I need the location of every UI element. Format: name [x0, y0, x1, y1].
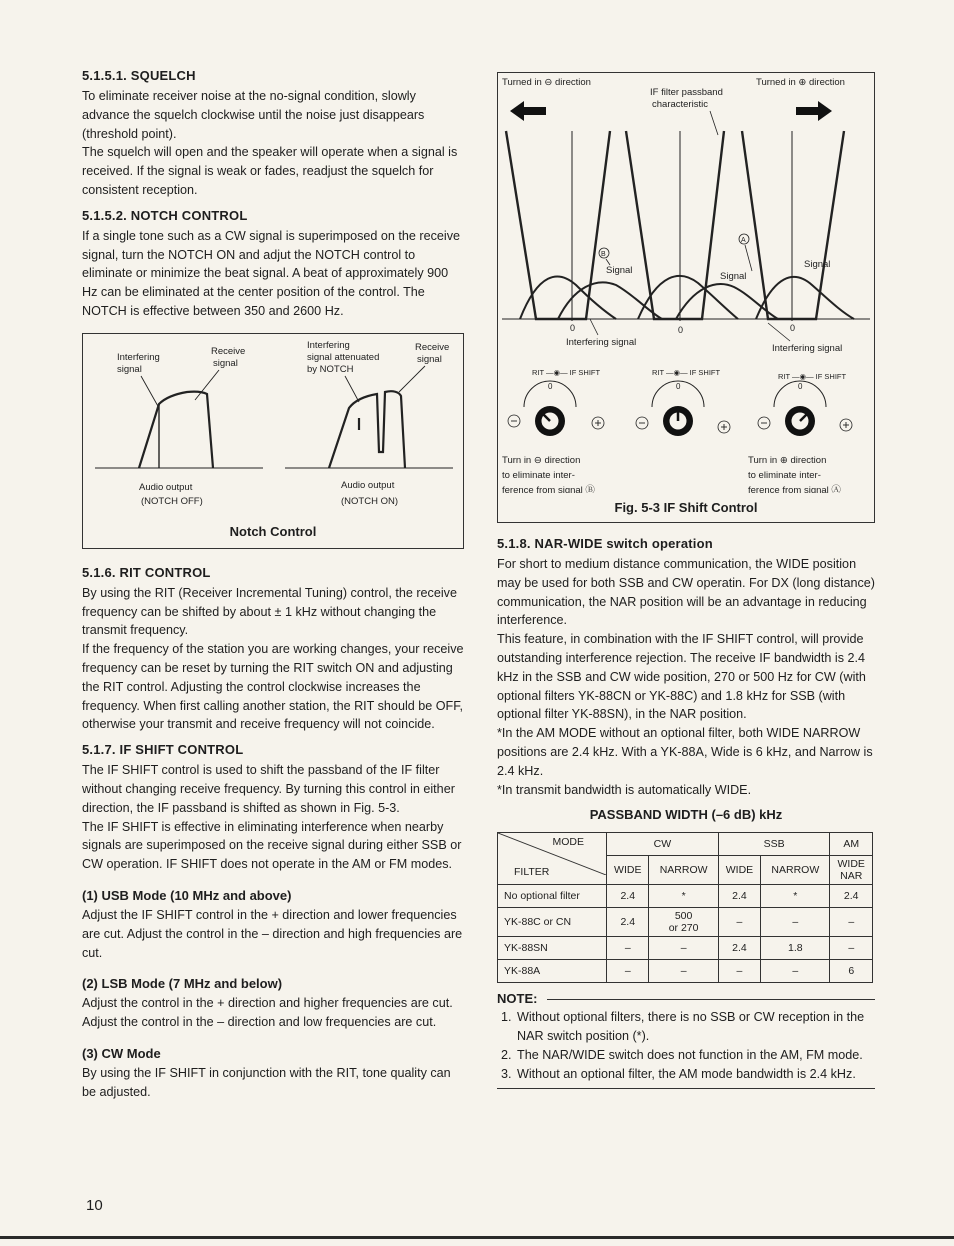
rit-section [82, 563, 464, 734]
notch-interfering-label-1: Interfering [117, 351, 160, 363]
knob-right [758, 381, 852, 436]
knob-label-2: RIT —◉— IF SHIFT [652, 368, 721, 377]
table-row: YK-88C or CN 2.4 500 or 270 – – – [498, 908, 873, 937]
turn-minus-line-3: ference from signal Ⓑ [502, 485, 595, 493]
notch-audio-off-label-2: (NOTCH OFF) [141, 495, 203, 507]
table-ssb-header: SSB [718, 833, 830, 856]
cw-mode-heading: (3) CW Mode [82, 1045, 161, 1061]
table-ssb-wide: WIDE [718, 856, 760, 885]
zero-label-2: 0 [678, 325, 684, 335]
notch-attenuated-label-1: Interfering [307, 339, 350, 351]
zero-label-1: 0 [570, 323, 576, 333]
if-shift-paragraph-2: The IF SHIFT is effective in eliminating interference when nearby signals are superimposed on the receive signal during either SSB or CW operation. IF SHIFT does not operate in the AM or FM modes. [82, 819, 462, 872]
if-shift-diagram [498, 73, 874, 493]
zero-label-3: 0 [790, 323, 796, 333]
cw-mode-text: By using the IF SHIFT in conjunction with the RIT, tone quality can be adjusted. [82, 1065, 451, 1099]
knob-left [508, 381, 604, 436]
right-column [497, 534, 875, 1089]
page-bottom-rule [0, 1236, 954, 1239]
notch-diagram [83, 334, 463, 524]
lsb-mode-heading: (2) LSB Mode (7 MHz and below) [82, 976, 283, 992]
table-am-sub: WIDE NAR [830, 856, 873, 885]
knob-center [636, 381, 730, 436]
signal-mid-label: Signal [720, 271, 747, 282]
squelch-paragraph-1: To eliminate receiver noise at the no-signal condition, slowly advance the squelch clockwise until the noise just disappears (threshold point). [82, 89, 425, 141]
turned-plus-label: Turned in ⊕ direction [756, 77, 845, 88]
if-shift-section [82, 740, 464, 1101]
lsb-mode-text: Adjust the control in the + direction and higher frequencies are cut. Adjust the control in the – direction and low frequencies are cut. [82, 996, 453, 1030]
rit-heading: 5.1.6. RIT CONTROL [82, 564, 211, 580]
right-arrow-icon [796, 101, 832, 121]
signal-right-label: Signal [804, 259, 831, 270]
table-am-header: AM [830, 833, 873, 856]
turned-minus-label: Turned in ⊖ direction [502, 77, 591, 88]
note-heading: NOTE: [497, 991, 538, 1007]
knob-left-zero: 0 [548, 382, 553, 391]
if-shift-figure [497, 72, 875, 523]
rit-paragraph-1: By using the RIT (Receiver Incremental Tuning) control, the receive frequency can be shifted by about ± 1 kHz without changing the transmit frequency. [82, 585, 457, 638]
turn-minus-line-1: Turn in ⊖ direction [502, 455, 581, 466]
note-item: 2. The NAR/WIDE switch does not function in the AM, FM mode. [515, 1046, 875, 1065]
signal-b-label: Signal [606, 265, 633, 276]
notch-audio-on-label-2: (NOTCH ON) [341, 495, 398, 507]
nar-wide-paragraph-4: *In transmit bandwidth is automatically WIDE. [497, 782, 752, 797]
note-item: 3. Without an optional filter, the AM mode bandwidth is 2.4 kHz. [515, 1065, 875, 1084]
table-row: YK-88A – – – – 6 [498, 960, 873, 983]
turn-minus-line-2: to eliminate inter- [502, 470, 575, 481]
notch-receive-label-b1: Receive [415, 341, 450, 353]
usb-mode-heading: (1) USB Mode (10 MHz and above) [82, 887, 292, 903]
passband-table [497, 832, 873, 983]
table-mode-label: MODE [552, 836, 584, 849]
rit-paragraph-2: If the frequency of the station you are working changes, your receive frequency can be reset by turning the RIT switch ON and adjusting the RIT control. Adjusting the control clockwise increases the frequency. When first calling another station, the RIT should be OFF, otherwise your transmit and receive frequency will not coincide. [82, 642, 464, 732]
notch-section [82, 206, 464, 321]
if-shift-paragraph-1: The IF SHIFT control is used to shift the passband of the IF filter without changing receive frequency. By turning this control in either direction, the IF passband is shifted as shown in Fig. 5-3. [82, 763, 455, 815]
table-filter-label: FILTER [514, 866, 550, 879]
table-cw-wide: WIDE [607, 856, 649, 885]
notch-figure-caption: Notch Control [229, 523, 317, 539]
squelch-section [82, 66, 464, 200]
interfering-right-label: Interfering signal [772, 343, 843, 354]
notch-audio-on-label-1: Audio output [341, 479, 395, 491]
interfering-left-label: Interfering signal [566, 337, 637, 348]
table-ssb-narrow: NARROW [761, 856, 830, 885]
table-corner-cell [498, 833, 607, 885]
mark-b: B [601, 251, 606, 258]
knob-label-1: RIT —◉— IF SHIFT [532, 368, 601, 377]
knob-center-zero: 0 [676, 382, 681, 391]
mark-a: A [741, 237, 746, 244]
squelch-heading: 5.1.5.1. SQUELCH [82, 68, 196, 83]
table-row: No optional filter 2.4 * 2.4 * 2.4 [498, 885, 873, 908]
passband-table-title: PASSBAND WIDTH (–6 dB) kHz [589, 807, 783, 823]
table-cw-narrow: NARROW [649, 856, 718, 885]
notch-paragraph: If a single tone such as a CW signal is superimposed on the receive signal, turn the NOTCH ON and adjut the NOTCH control to eliminate or minimize the beat signal. A beat of approximately 900 Hz can be eliminated at the center position of the control. The NOTCH is effective between 350 and 2600 Hz. [82, 228, 461, 318]
notch-audio-off-label-1: Audio output [139, 481, 193, 493]
notch-attenuated-label-3: by NOTCH [307, 363, 354, 375]
page-number: 10 [86, 1197, 103, 1214]
if-shift-heading: 5.1.7. IF SHIFT CONTROL [82, 742, 244, 758]
squelch-paragraph-2: The squelch will open and the speaker will operate when a signal is received. If the signal is weak or fades, readjust the squelch for consistent reception. [82, 145, 458, 197]
turn-plus-line-3: ference from signal Ⓐ [748, 485, 841, 493]
turn-plus-line-1: Turn in ⊕ direction [748, 455, 827, 466]
left-arrow-icon [510, 101, 546, 121]
notch-figure [82, 333, 464, 549]
notch-receive-label-b2: signal [417, 353, 442, 365]
notch-attenuated-label-2: signal attenuated [307, 351, 380, 363]
notch-heading: 5.1.5.2. NOTCH CONTROL [82, 207, 248, 223]
nar-wide-paragraph-1: For short to medium distance communication, the WIDE position may be used for both SSB and CW operatin. For DX (long distance) communication, the NAR position will be an advantage in reducing interference. [497, 557, 875, 628]
note-list [497, 1008, 875, 1083]
notch-receive-label-2: signal [213, 357, 238, 369]
table-row: YK-88SN – – 2.4 1.8 – [498, 937, 873, 960]
table-cw-header: CW [607, 833, 719, 856]
knob-right-zero: 0 [798, 382, 803, 391]
passband-label-2: characteristic [652, 99, 708, 110]
notch-receive-label-1: Receive [211, 345, 246, 357]
nar-wide-paragraph-3: *In the AM MODE without an optional filter, both WIDE NARROW positions are 2.4 kHz. With a YK-88A, Wide is 6 kHz, and Narrow is 2.4 kHz. [497, 726, 873, 778]
nar-wide-heading: 5.1.8. NAR-WIDE switch operation [497, 536, 713, 551]
turn-plus-line-2: to eliminate inter- [748, 470, 821, 481]
note-item: 1. Without optional filters, there is no SSB or CW reception in the NAR switch position (*). [515, 1008, 875, 1046]
if-figure-caption: Fig. 5-3 IF Shift Control [614, 500, 758, 515]
usb-mode-text: Adjust the IF SHIFT control in the + direction and lower frequencies are cut. Adjust the control in the – direction and high frequencies are cut. [82, 907, 463, 960]
notch-interfering-label-2: signal [117, 363, 142, 375]
passband-label-1: IF filter passband [650, 87, 723, 98]
nar-wide-paragraph-2: This feature, in combination with the IF SHIFT control, will provide outstanding interference rejection. The receive IF bandwidth is 2.4 kHz in the SSB and CW wide position, 270 or 500 Hz for CW (with optional filters YK-88CN or YK-88C) and 1.8 kHz for SSB (with optional filter YK-88SN), in the NAR position. [497, 632, 866, 722]
knob-label-3: RIT —◉— IF SHIFT [778, 372, 847, 381]
note-heading-row [497, 991, 875, 1006]
nar-wide-section [497, 534, 875, 799]
left-column [82, 66, 464, 1102]
